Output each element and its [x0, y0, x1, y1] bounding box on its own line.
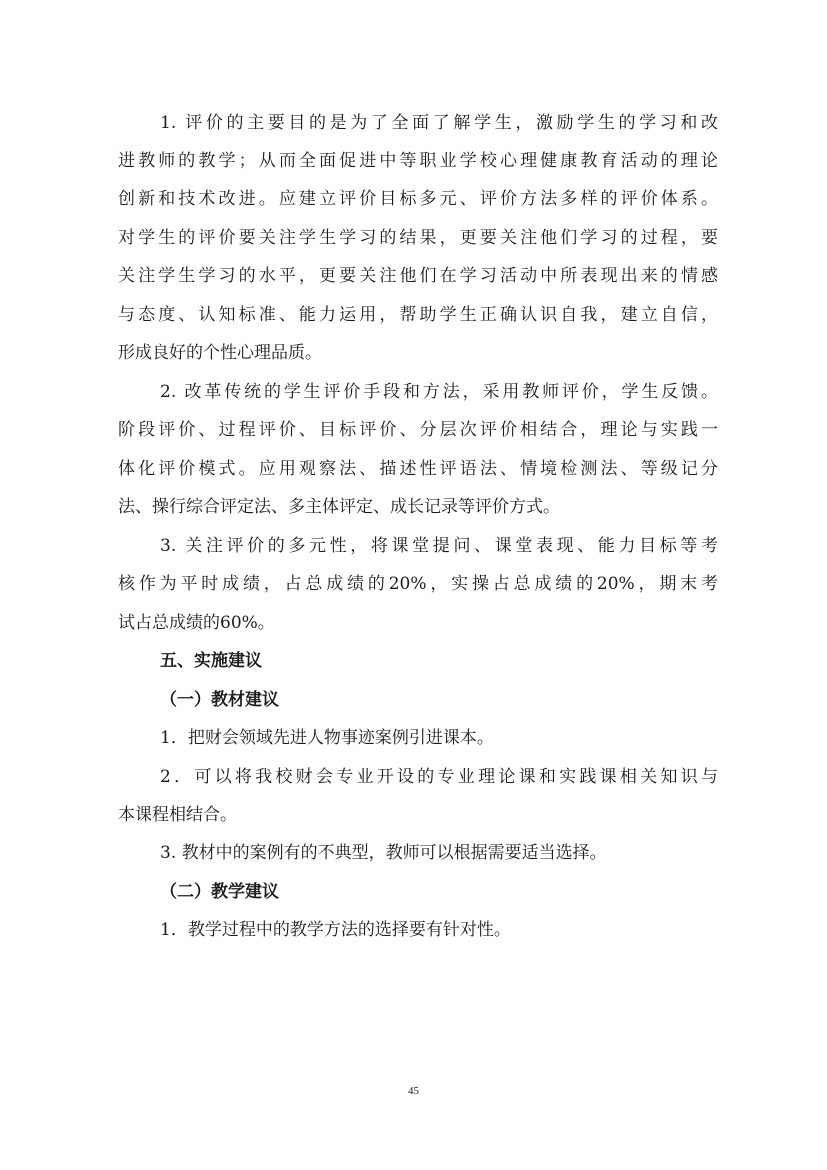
textbook-item-2-line-2: 本课程相结合。: [118, 805, 237, 825]
paragraph-1-line-3: 创新和技术改进。应建立评价目标多元、评价方法多样的评价体系。: [118, 189, 718, 209]
paragraph-2-line-2: 阶段评价、过程评价、目标评价、分层次评价相结合，理论与实践一: [118, 420, 718, 440]
paragraph-3-line-2: 核作为平时成绩，占总成绩的20%，实操占总成绩的20%，期末考: [118, 574, 718, 594]
paragraph-1-line-1: 1. 评价的主要目的是为了全面了解学生，激励学生的学习和改: [160, 113, 718, 133]
paragraph-1-line-4: 对学生的评价要关注学生学习的结果，更要关注他们学习的过程，要: [118, 228, 718, 248]
textbook-item-3: 3. 教材中的案例有的不典型，教师可以根据需要适当选择。: [160, 843, 607, 863]
paragraph-2-line-3: 体化评价模式。应用观察法、描述性评语法、情境检测法、等级记分: [118, 459, 718, 479]
paragraph-1-line-2: 进教师的教学；从而全面促进中等职业学校心理健康教育活动的理论: [118, 151, 718, 171]
paragraph-2-line-1: 2. 改革传统的学生评价手段和方法，采用教师评价，学生反馈。: [160, 382, 718, 402]
paragraph-3-line-3: 试占总成绩的60%。: [118, 613, 275, 633]
paragraph-2-line-4: 法、操行综合评定法、多主体评定、成长记录等评价方式。: [118, 497, 560, 517]
section-heading-implementation: 五、实施建议: [160, 651, 262, 671]
textbook-item-1: 1．把财会领域先进人物事迹案例引进课本。: [160, 728, 494, 748]
teaching-item-1: 1．教学过程中的教学方法的选择要有针对性。: [160, 920, 511, 940]
paragraph-1-line-6: 与态度、认知标准、能力运用，帮助学生正确认识自我，建立自信，: [118, 305, 718, 325]
paragraph-3-line-1: 3. 关注评价的多元性，将课堂提问、课堂表现、能力目标等考: [160, 536, 718, 556]
paragraph-1-line-5: 关注学生学习的水平，更要关注他们在学习活动中所表现出来的情感: [118, 266, 718, 286]
subheading-textbook: （一）教材建议: [160, 690, 279, 710]
textbook-item-2-line-1: 2．可以将我校财会专业开设的专业理论课和实践课相关知识与: [160, 767, 718, 787]
page-number: 45: [408, 1085, 419, 1097]
paragraph-1-line-7: 形成良好的个性心理品质。: [118, 343, 322, 363]
subheading-teaching: （二）教学建议: [160, 882, 279, 902]
